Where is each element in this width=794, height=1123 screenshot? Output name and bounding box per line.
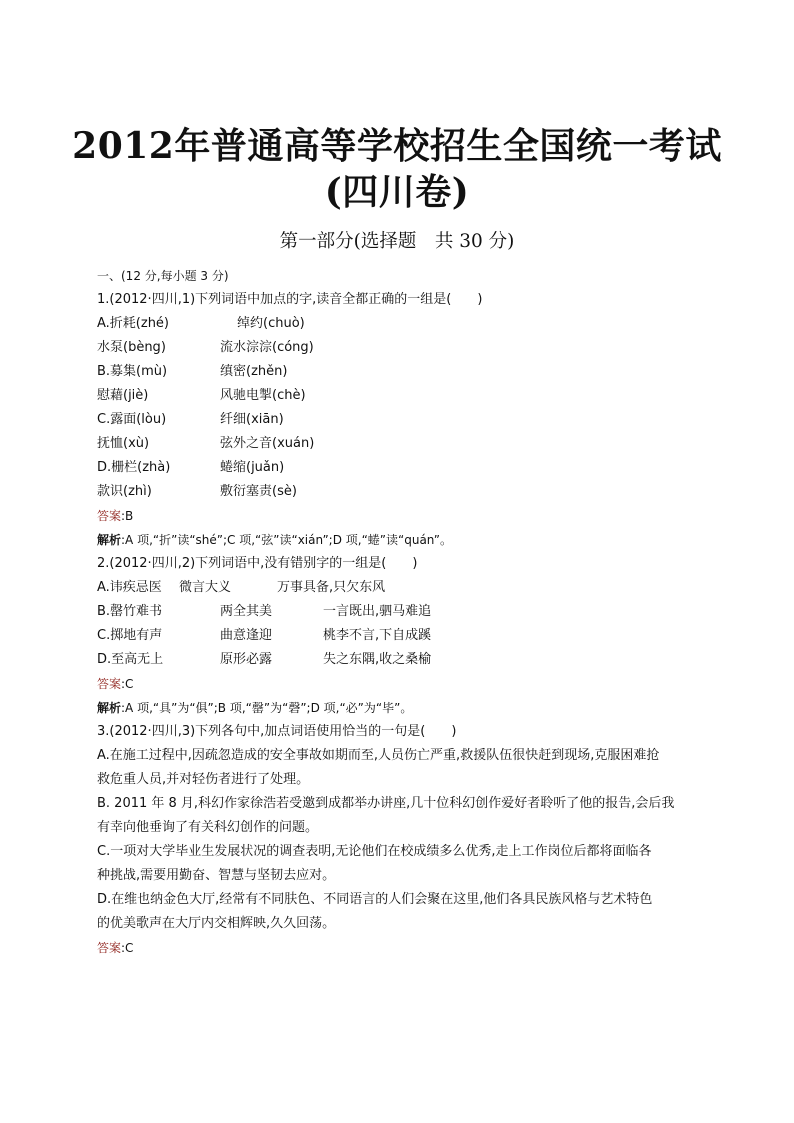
q2-option-word: A.讳疾忌医: [97, 580, 162, 595]
section-heading: 一、(12 分,每小题 3 分): [97, 269, 229, 283]
question-3-stem: 3.(2012·四川,3)下列各句中,加点词语使用恰当的一句是( ): [97, 724, 457, 739]
answer-value: :B: [121, 509, 134, 523]
q1-option-word: 纤细(xiān): [220, 412, 284, 427]
q1-option-word: 风驰电掣(chè): [220, 388, 306, 403]
q1-option-word: 绰约(chuò): [237, 316, 305, 331]
q3-option-line: C.一项对大学毕业生发展状况的调查表明,无论他们在校成绩多么优秀,走上工作岗位后都将面临各: [97, 844, 652, 859]
q3-answer: [97, 936, 133, 960]
q1-option-word: D.栅栏(zhà): [97, 460, 171, 475]
answer-value: :C: [121, 677, 134, 691]
q3-option-line: 救危重人员,并对轻伤者进行了处理。: [97, 772, 310, 787]
answer-label: 答案: [97, 509, 122, 523]
q1-option-word: 缜密(zhěn): [220, 364, 288, 379]
page-title-line2: (四川卷): [324, 171, 470, 213]
q3-option-line: 有幸向他垂询了有关科幻创作的问题。: [97, 820, 319, 835]
q1-option-word: C.露面(lòu): [97, 412, 167, 427]
q2-option-word: C.掷地有声: [97, 628, 163, 643]
q2-explanation: [97, 696, 412, 720]
q2-option-word: 桃李不言,下自成蹊: [323, 628, 432, 643]
q1-option-word: 流水淙淙(cóng): [220, 340, 314, 355]
explanation-text: :A 项,“折”读“shé”;C 项,“弦”读“xián”;D 项,“蜷”读“quán”。: [121, 533, 452, 547]
q2-option-word: D.至高无上: [97, 652, 164, 667]
q2-option-word: 原形必露: [220, 652, 273, 667]
q1-option-word: 慰藉(jiè): [97, 388, 149, 403]
q2-option-word: 失之东隅,收之桑榆: [323, 652, 432, 667]
q1-option-word: 弦外之音(xuán): [220, 436, 315, 451]
q1-answer: [97, 504, 133, 528]
explanation-text: :A 项,“具”为“俱”;B 项,“罄”为“磬”;D 项,“必”为“毕”。: [121, 701, 413, 715]
q3-option-line: B. 2011 年 8 月,科幻作家徐浩若受邀到成都举办讲座,几十位科幻创作爱好者聆听了他的报告,会后我: [97, 796, 675, 811]
q2-option-word: 曲意逢迎: [220, 628, 273, 643]
q1-explanation: [97, 528, 452, 552]
q2-option-word: 两全其美: [220, 604, 273, 619]
q2-option-word: 微言大义: [179, 580, 232, 595]
q3-option-line: D.在维也纳金色大厅,经常有不同肤色、不同语言的人们会聚在这里,他们各具民族风格与艺术特色: [97, 892, 653, 907]
question-1-stem: 1.(2012·四川,1)下列词语中加点的字,读音全都正确的一组是( ): [97, 292, 483, 307]
q3-option-line: 种挑战,需要用勤奋、智慧与坚韧去应对。: [97, 868, 336, 883]
q2-option-word: 万事具备,只欠东风: [277, 580, 386, 595]
q2-option-word: 一言既出,驷马难追: [323, 604, 432, 619]
q1-option-word: A.折耗(zhé): [97, 316, 170, 331]
q2-option-word: B.罄竹难书: [97, 604, 163, 619]
q1-option-word: 蜷缩(juǎn): [220, 460, 285, 475]
q1-option-word: 水泵(bèng): [97, 340, 166, 355]
q1-option-word: B.募集(mù): [97, 364, 168, 379]
q1-option-word: 抚恤(xù): [97, 436, 150, 451]
q1-option-word: 款识(zhì): [97, 484, 152, 499]
q3-option-line: A.在施工过程中,因疏忽造成的安全事故如期而至,人员伤亡严重,救援队伍很快赶到现场,克服困难抢: [97, 748, 660, 763]
answer-label: 答案: [97, 677, 122, 691]
answer-value: :C: [121, 941, 134, 955]
q1-option-word: 敷衍塞责(sè): [220, 484, 297, 499]
q2-answer: [97, 672, 133, 696]
answer-label: 答案: [97, 941, 122, 955]
page-title-line1: 2012年普通高等学校招生全国统一考试: [72, 125, 722, 167]
explanation-label: 解析: [97, 533, 122, 547]
question-2-stem: 2.(2012·四川,2)下列词语中,没有错别字的一组是( ): [97, 556, 418, 571]
explanation-label: 解析: [97, 701, 122, 715]
q3-option-line: 的优美歌声在大厅内交相辉映,久久回荡。: [97, 916, 336, 931]
part-title: 第一部分(选择题 共 30 分): [279, 231, 515, 252]
